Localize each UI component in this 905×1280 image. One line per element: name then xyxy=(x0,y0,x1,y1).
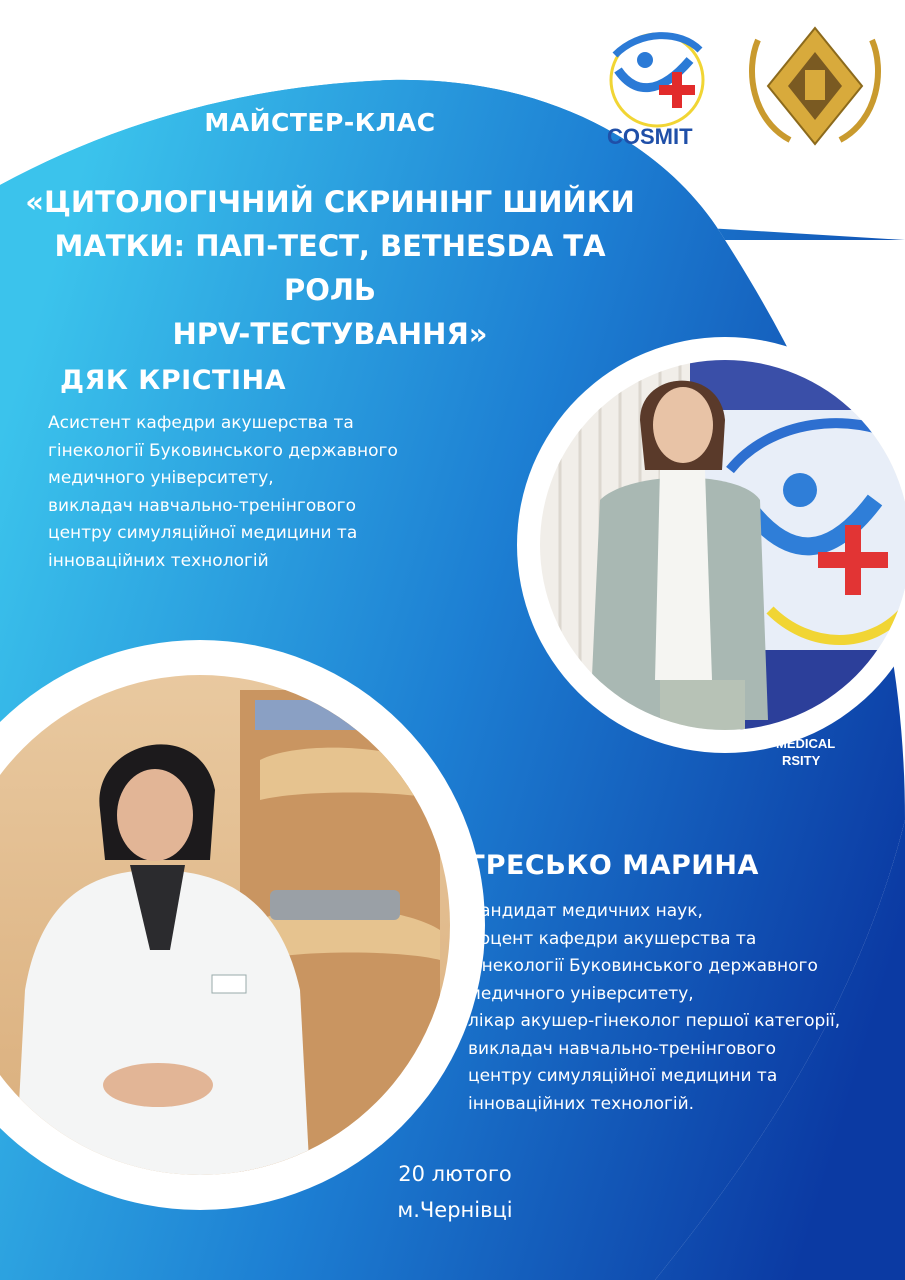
event-title-line: HPV-ТЕСТУВАННЯ» xyxy=(172,317,488,351)
event-date: 20 лютого xyxy=(398,1162,512,1186)
speaker1-description-line: викладач навчально-тренінгового xyxy=(48,495,356,516)
event-title-line: МАТКИ: ПАП-ТЕСТ, BETHESDA ТА РОЛЬ xyxy=(54,229,606,307)
university-emblem-icon xyxy=(752,28,878,144)
speaker1-description-line: центру симуляційної медицини та xyxy=(48,523,358,543)
event-kicker: МАЙСТЕР-КЛАС xyxy=(204,108,436,137)
banner-text-line: MEDICAL xyxy=(776,736,836,751)
speaker2-description-line: Кандидат медичних наук, xyxy=(468,901,703,921)
speaker1-description-line: гінекології Буковинського державного xyxy=(48,440,398,461)
speaker2-description-line: центру симуляційної медицини та xyxy=(468,1066,778,1086)
speaker1-name: ДЯК КРІСТІНА xyxy=(60,365,286,396)
speaker2-description xyxy=(468,898,840,1118)
banner-text-line: NIAN xyxy=(780,719,812,734)
speaker2-description-line: медичного університету, xyxy=(468,983,694,1004)
speaker2-description-line: інноваційних технологій. xyxy=(468,1093,695,1114)
speaker1-description-line: інноваційних технологій xyxy=(48,550,269,571)
speaker1-description-line: Асистент кафедри акушерства та xyxy=(48,413,354,433)
banner-text xyxy=(770,718,835,769)
event-title xyxy=(10,180,650,356)
speaker1-description xyxy=(48,410,398,575)
speaker2-description-line: викладач навчально-тренінгового xyxy=(468,1038,776,1059)
speaker2-description-line: лікар акушер-гінеколог першої категорії, xyxy=(468,1011,841,1031)
speaker2-name: ГРЕСЬКО МАРИНА xyxy=(468,850,759,881)
speaker2-description-line: гінекології Буковинського державного xyxy=(468,956,818,976)
cosmit-logo-text: COSMIT xyxy=(607,124,693,149)
banner-text-line: RSITY xyxy=(782,753,821,768)
speaker2-description-line: доцент кафедри акушерства та xyxy=(468,928,757,949)
speaker1-description-line: медичного університету, xyxy=(48,468,274,488)
event-place: м.Чернівці xyxy=(397,1198,513,1222)
event-title-line: «ЦИТОЛОГІЧНИЙ СКРИНІНГ ШИЙКИ xyxy=(25,185,635,219)
